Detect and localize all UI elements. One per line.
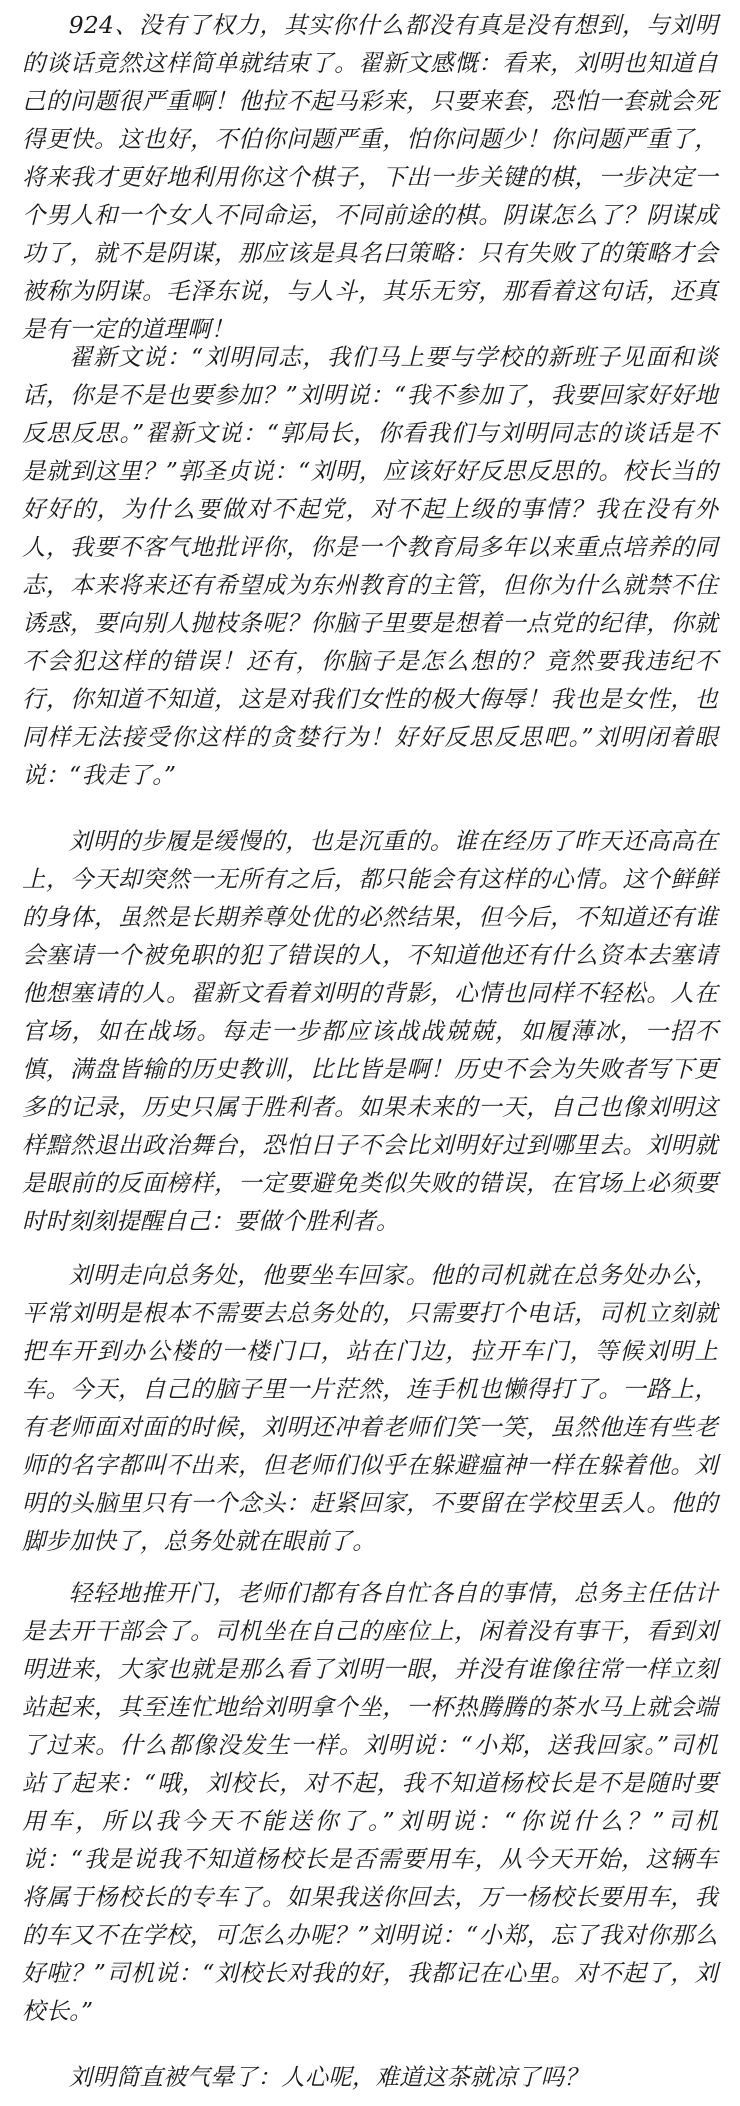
paragraph-5: 轻轻地推开门，老师们都有各自忙各自的事情，总务主任估计是去开干部会了。司机坐在自己的座位上，闲着没有事干，看到刘明进来，大家也就是那么看了刘明一眼，并没有谁像往常一样立刻站起来，其至连忙地给刘明拿个坐，一杯热腾腾的茶水马上就会端了过来。什么都像没发生一样。刘明说：“小郑，送我回家。”司机站了起来：“哦，刘校长，对不起，我不知道杨校长是不是随时要用车，所以我今天不能送你了。”刘明说：“你说什么？”司机说：“我是说我不知道杨校长是否需要用车，从今天开始，这辆车将属于杨校长的专车了。如果我送你回去，万一杨校长要用车，我的车又不在学校，可怎么办呢？”刘明说：“小郑，忘了我对你那么好啦？”司机说：“刘校长对我的好，我都记在心里。对不起了，刘校长。” xyxy=(22,1579,718,2025)
paragraph-2: 翟新文说：“刘明同志，我们马上要与学校的新班子见面和谈话，你是不是也要参加？”刘明说：“我不参加了，我要回家好好地反思反思。”翟新文说：“郭局长，你看我们与刘明同志的谈话是不是就到这里？”郭圣贞说：“刘明，应该好好反思反思的。校长当的好好的，为什么要做对不起党，对不起上级的事情？我在没有外人，我要不客气地批评你，你是一个教育局多年以来重点培养的同志，本来将来还有希望成为东州教育的主管，但你为什么就禁不住诱惑，要向别人抛枝条呢？你脑子里要是想着一点党的纪律，你就不会犯这样的错误！还有，你脑子是怎么想的？竟然要我违纪不行，你知道不知道，这是对我们女性的极大侮辱！我也是女性，也同样无法接受你这样的贪婪行为！好好反思反思吧。”刘明闭着眼说：“我走了。” xyxy=(22,343,718,789)
paragraph-3: 刘明的步履是缓慢的，也是沉重的。谁在经历了昨天还高高在上，今天却突然一无所有之后，都只能会有这样的心情。这个鲜鲜的身体，虽然是长期养尊处优的必然结果，但今后，不知道还有谁会塞请一个被免职的犯了错误的人，不知道他还有什么资本去塞请他想塞请的人。翟新文看着刘明的背影，心情也同样不轻松。人在官场，如在战场。每走一步都应该战战兢兢，如履薄冰，一招不慎，满盘皆输的历史教训，比比皆是啊！历史不会为失败者写下更多的记录，历史只属于胜利者。如果未来的一天，自己也像刘明这样黯然退出政治舞台，恐怕日子不会比刘明好过到哪里去。刘明就是眼前的反面榜样，一定要避免类似失败的错误，在官场上必须要时时刻刻提醒自己：要做个胜利者。 xyxy=(22,827,718,1235)
paragraph-1: 924、没有了权力，其实你什么都没有真是没有想到，与刘明的谈话竟然这样简单就结束了。翟新文感慨：看来，刘明也知道自己的问题很严重啊！他拉不起马彩来，只要来套，恐怕一套就会死得更快。这也好，不伯你问题严重，怕你问题少！你问题严重了，将来我才更好地利用你这个棋子，下出一步关键的棋，一步决定一个男人和一个女人不同命运，不同前途的棋。阴谋怎么了？阴谋成功了，就不是阴谋，那应该是具名曰策略：只有失败了的策略才会被称为阴谋。毛泽东说，与人斗，其乐无穷，那看着这句话，还真是有一定的道理啊！ xyxy=(22,11,718,343)
paragraph-6: 刘明简直被气晕了：人心呢，难道这茶就凉了吗？ xyxy=(68,2063,588,2091)
paragraph-4: 刘明走向总务处，他要坐车回家。他的司机就在总务处办公，平常刘明是根本不需要去总务处的，只需要打个电话，司机立刻就把车开到办公楼的一楼门口，站在门边，拉开车门，等候刘明上车。今天，自己的脑子里一片茫然，连手机也懒得打了。一路上，有老师面对面的时候，刘明还冲着老师们笑一笑，虽然他连有些老师的名字都叫不出来，但老师们似乎在躲避瘟神一样在躲着他。刘明的头脑里只有一个念头：赶紧回家，不要留在学校里丢人。他的脚步加快了，总务处就在眼前了。 xyxy=(22,1261,718,1555)
